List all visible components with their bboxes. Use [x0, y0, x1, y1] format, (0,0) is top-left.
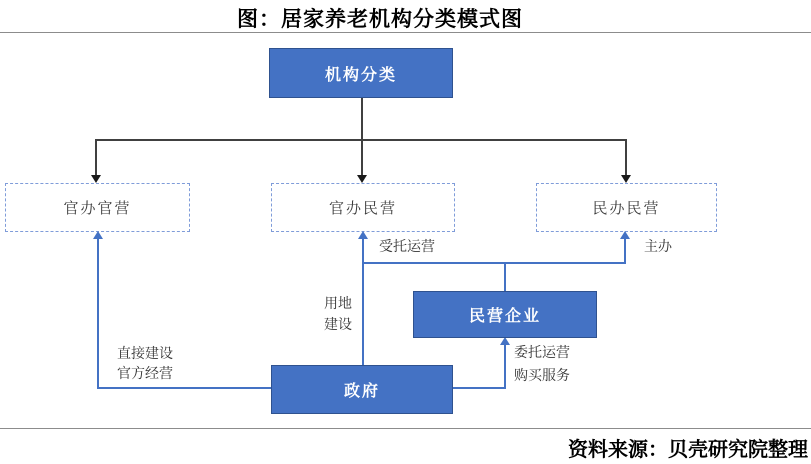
edge-enterprise-crossbar	[362, 262, 626, 264]
node-gov-run-gov-operated	[5, 183, 190, 232]
edge-root-to-middle-drop	[361, 139, 363, 176]
arrowhead-up-left	[93, 231, 103, 239]
edge-gov-to-left-vertical	[97, 239, 99, 388]
edge-label-host: 主办	[644, 239, 672, 255]
node-label: 官办官营	[63, 199, 132, 217]
edge-root-to-left-drop	[95, 139, 97, 176]
arrowhead-down-left	[91, 175, 101, 183]
node-label: 民营企业	[468, 306, 541, 325]
edge-gov-to-middle	[362, 239, 364, 365]
edge-enterprise-to-right	[624, 239, 626, 263]
edge-label-land-construction: 用地 建设	[324, 296, 352, 333]
arrowhead-up-right	[620, 231, 630, 239]
title-divider-line	[0, 32, 811, 33]
edge-label-commission-operation: 委托运营 购买服务	[514, 345, 570, 384]
node-label: 机构分类	[324, 64, 397, 84]
diagram-title: 图：居家养老机构分类模式图	[237, 6, 523, 31]
node-label: 官办民营	[328, 199, 397, 217]
edge-label-direct-build: 直接建设 官方经营	[117, 346, 173, 382]
arrowhead-up-enterprise	[500, 337, 510, 345]
arrowhead-down-right	[621, 175, 631, 183]
node-label: 民办民营	[592, 199, 661, 217]
edge-label-entrusted-operation: 受托运营	[379, 239, 435, 255]
edge-root-to-right-drop	[625, 139, 627, 176]
node-institution-classification	[269, 48, 453, 98]
node-government	[271, 365, 453, 414]
data-source-text: 资料来源：贝壳研究院整理	[568, 437, 808, 461]
edge-gov-to-enterprise-horizontal	[453, 387, 506, 389]
edge-enterprise-riser	[504, 262, 506, 292]
arrowhead-down-middle	[357, 175, 367, 183]
edge-gov-to-enterprise-vertical	[504, 345, 506, 388]
node-label: 政府	[343, 381, 380, 400]
node-gov-run-private-operated	[271, 183, 455, 232]
arrowhead-up-middle	[358, 231, 368, 239]
edge-gov-to-left-horizontal	[97, 387, 271, 389]
node-private-run-private-operated	[536, 183, 717, 232]
edge-root-stem	[361, 98, 363, 140]
footer-divider-line	[0, 428, 811, 429]
node-private-enterprise	[413, 291, 597, 338]
